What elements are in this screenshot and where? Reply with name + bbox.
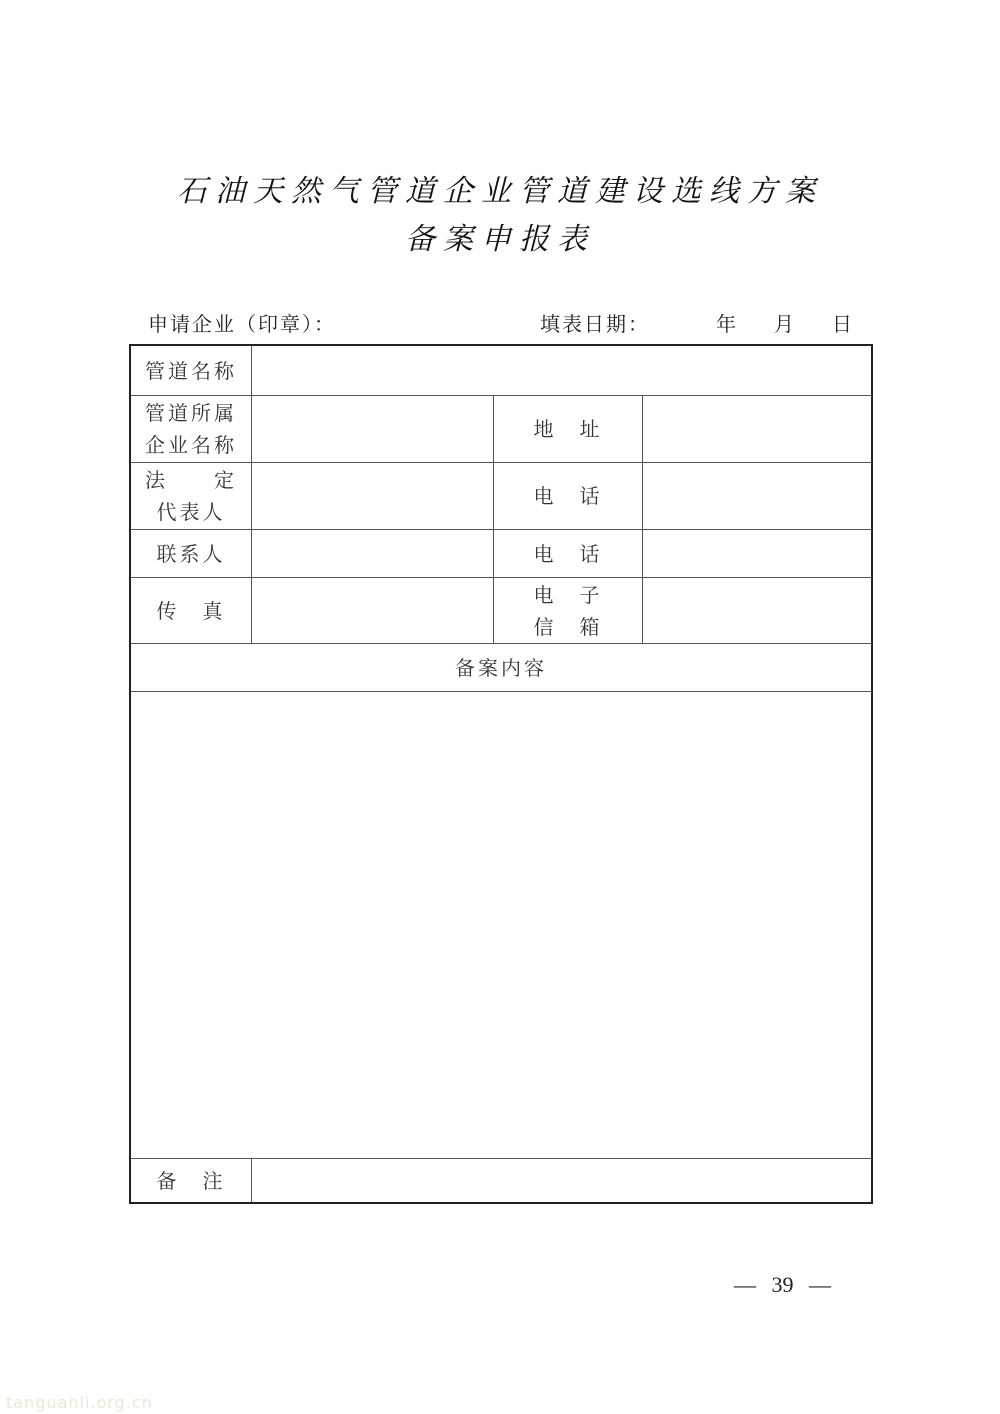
- fax-field[interactable]: [252, 578, 493, 643]
- contact-field[interactable]: [252, 530, 493, 577]
- company-name-label-line2: 企业名称: [145, 433, 237, 457]
- filing-content-field[interactable]: [131, 692, 871, 1158]
- legal-rep-label-line2: 代表人: [156, 500, 226, 524]
- phone2-label: 电 话: [533, 541, 603, 566]
- form-title-line1: 石油天然气管道企业管道建设选线方案: [177, 174, 823, 209]
- day-label: 日: [832, 312, 854, 336]
- year-label: 年: [716, 312, 738, 336]
- filing-form-table: [129, 344, 873, 1204]
- page-number: — 39 —: [734, 1272, 831, 1297]
- month-label: 月: [774, 312, 796, 336]
- phone2-field[interactable]: [643, 530, 871, 577]
- legal-rep-label-line1: 法 定: [145, 468, 237, 492]
- contact-label: 联系人: [156, 541, 226, 566]
- applicant-label: 申请企业（印章）：: [148, 312, 336, 336]
- email-label-line1: 电 子: [533, 582, 603, 607]
- company-name-label-line1: 管道所属: [145, 401, 237, 425]
- form-title-line2: 备案申报表: [405, 222, 595, 257]
- fill-date-label: 填表日期：: [540, 312, 650, 336]
- pipeline-name-field[interactable]: [252, 346, 871, 395]
- remarks-label: 备 注: [156, 1168, 226, 1193]
- legal-rep-label: [131, 463, 251, 529]
- pipeline-name-label: 管道名称: [145, 358, 237, 383]
- legal-rep-field[interactable]: [252, 463, 493, 529]
- phone1-label: 电 话: [533, 484, 603, 508]
- address-field[interactable]: [643, 396, 871, 462]
- filing-content-label: 备案内容: [455, 655, 547, 680]
- remarks-field[interactable]: [252, 1159, 871, 1202]
- address-label: 地 址: [533, 417, 603, 441]
- watermark: tanguanli.org.cn: [6, 1393, 153, 1412]
- email-field[interactable]: [643, 578, 871, 643]
- email-label: [494, 578, 642, 643]
- company-name-field[interactable]: [252, 396, 493, 462]
- company-name-label: [131, 396, 251, 462]
- fax-label: 传 真: [156, 598, 226, 623]
- phone1-field[interactable]: [643, 463, 871, 529]
- email-label-line2: 信 箱: [533, 614, 603, 639]
